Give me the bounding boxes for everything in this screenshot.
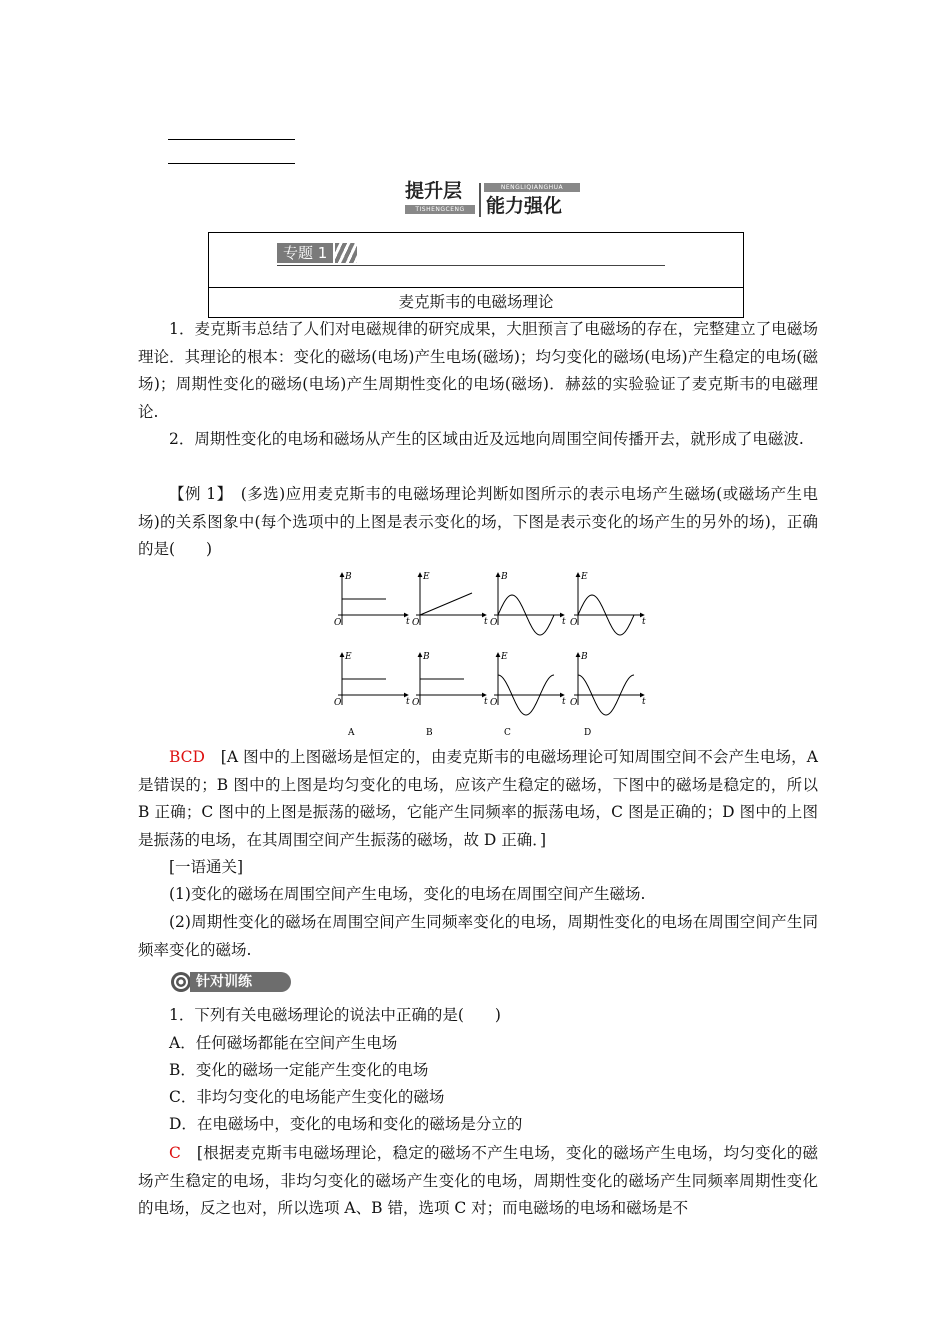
plot-a-top-t-label: t bbox=[406, 617, 410, 627]
plot-option-a: A bbox=[348, 728, 355, 738]
topic-title: 麦克斯韦的电磁场理论 bbox=[398, 293, 554, 311]
training-option-d: D．在电磁场中，变化的电场和变化的磁场是分立的 bbox=[169, 1115, 523, 1133]
plot-c-bottom-t-label: t bbox=[562, 697, 566, 707]
plot-c-bottom-axis-label: E bbox=[501, 652, 508, 662]
plot-c-top-axis-label: B bbox=[501, 572, 508, 582]
plot-d-top-origin: O bbox=[570, 618, 578, 628]
header-rule-bottom bbox=[168, 163, 295, 164]
training-option-c: C．非均匀变化的电场能产生变化的磁场 bbox=[169, 1088, 445, 1106]
header-rule-top bbox=[168, 139, 295, 140]
banner-divider bbox=[479, 183, 481, 217]
summary-heading: [一语通关] bbox=[169, 858, 244, 876]
training-answer: C bbox=[169, 1144, 181, 1162]
banner-left-title: 提升层 bbox=[405, 180, 463, 202]
plot-c-top-t-label: t bbox=[562, 617, 566, 627]
training-label: 针对训练 bbox=[190, 972, 291, 992]
banner-left-sub: TISHENGCENG bbox=[405, 205, 475, 214]
training-question: 1．下列有关电磁场理论的说法中正确的是( ) bbox=[169, 1006, 501, 1024]
plot-b-top-t-label: t bbox=[484, 617, 488, 627]
plot-option-d: D bbox=[584, 728, 592, 738]
topic-label-wrap bbox=[277, 243, 667, 267]
training-option-b: B．变化的磁场一定能产生变化的电场 bbox=[169, 1061, 429, 1079]
topic-underline bbox=[277, 265, 665, 266]
example-answer: BCD bbox=[169, 748, 205, 766]
section-banner bbox=[405, 180, 580, 220]
plot-d-bottom-origin: O bbox=[570, 698, 578, 708]
plot-d-bottom-axis-label: B bbox=[581, 652, 588, 662]
example-answer-block bbox=[138, 744, 818, 854]
plot-d-top-axis-label: E bbox=[581, 572, 588, 582]
topic-label: 专题 1 bbox=[277, 243, 333, 263]
topic-box bbox=[208, 232, 744, 318]
banner-right-title: 能力强化 bbox=[486, 195, 563, 217]
plot-b-bottom-t-label: t bbox=[484, 697, 488, 707]
training-answer-block bbox=[138, 1140, 818, 1223]
banner-right-sub: NENGLIQIANGHUA bbox=[484, 183, 580, 192]
paragraph-2: 2．周期性变化的电场和磁场从产生的区域由近及远地向周围空间传播开去，就形成了电磁波. bbox=[169, 430, 804, 448]
plot-b-top-curve bbox=[420, 593, 472, 615]
plot-option-c: C bbox=[504, 728, 511, 738]
summary-1: (1)变化的磁场在周围空间产生电场，变化的电场在周围空间产生磁场. bbox=[169, 885, 646, 903]
training-option-a: A．任何磁场都能在空间产生电场 bbox=[169, 1034, 398, 1052]
target-icon bbox=[170, 971, 192, 993]
example-tag: 【例 1】 bbox=[169, 485, 225, 503]
plot-b-top-axis-label: E bbox=[423, 572, 430, 582]
plot-c-bottom-origin: O bbox=[490, 698, 498, 708]
plot-b-bottom-axis-label: B bbox=[423, 652, 430, 662]
plot-a-top-axis-label: B bbox=[345, 572, 352, 582]
field-graphs-figure bbox=[328, 565, 658, 740]
plot-option-b: B bbox=[426, 728, 433, 738]
plot-b-bottom-origin: O bbox=[412, 698, 420, 708]
plot-a-bottom-origin: O bbox=[334, 698, 342, 708]
plot-d-bottom-t-label: t bbox=[642, 697, 646, 707]
topic-box-divider bbox=[209, 287, 743, 288]
example-text: (多选)应用麦克斯韦的电磁场理论判断如图所示的表示电场产生磁场(或磁场产生电场)的关系图象中(每个选项中的上图是表示变化的场，下图是表示变化的场产生的另外的场)，正确的是( ) bbox=[138, 485, 818, 558]
plot-a-bottom-t-label: t bbox=[406, 697, 410, 707]
plot-a-top-origin: O bbox=[334, 618, 342, 628]
training-explanation: [根据麦克斯韦电磁场理论，稳定的磁场不产生电场，变化的磁场产生电场，均匀变化的磁场产生稳定的电场，非均匀变化的磁场产生变化的电场，周期性变化的磁场产生同频率周期性变化的电场，反之也对，所以选项 A、B 错，选项 C 对；而电磁场的电场和磁场是不 bbox=[138, 1144, 818, 1217]
plot-d-top-t-label: t bbox=[642, 617, 646, 627]
example-1 bbox=[138, 481, 818, 564]
topic-label-stripes bbox=[335, 243, 357, 263]
plot-c-top-origin: O bbox=[490, 618, 498, 628]
summary-2: (2)周期性变化的磁场在周围空间产生同频率变化的电场，周期性变化的电场在周围空间产生同频率变化的磁场. bbox=[138, 913, 818, 959]
example-explanation: [A 图中的上图磁场是恒定的，由麦克斯韦的电磁场理论可知周围空间不会产生电场，A 是错误的；B 图中的上图是均匀变化的电场，应该产生稳定的磁场，下图中的磁场是稳定的，所以 B 正确；C 图中的上图是振荡的磁场，它能产生同频率的振荡电场，C 图是正确的；D 图中的上图是振荡的电场，在其周围空间产生振荡的磁场，故 D 正确．] bbox=[138, 748, 818, 849]
training-label-wrap bbox=[170, 970, 290, 994]
paragraph-1: 1．麦克斯韦总结了人们对电磁规律的研究成果，大胆预言了电磁场的存在，完整建立了电磁场理论．其理论的根本：变化的磁场(电场)产生电场(磁场)；均匀变化的磁场(电场)产生稳定的电场(磁场)；周期性变化的磁场(电场)产生周期性变化的电场(磁场)．赫兹的实验验证了麦克斯韦的电磁理论. bbox=[138, 320, 818, 421]
plot-a-bottom-axis-label: E bbox=[345, 652, 352, 662]
plot-b-top-origin: O bbox=[412, 618, 420, 628]
